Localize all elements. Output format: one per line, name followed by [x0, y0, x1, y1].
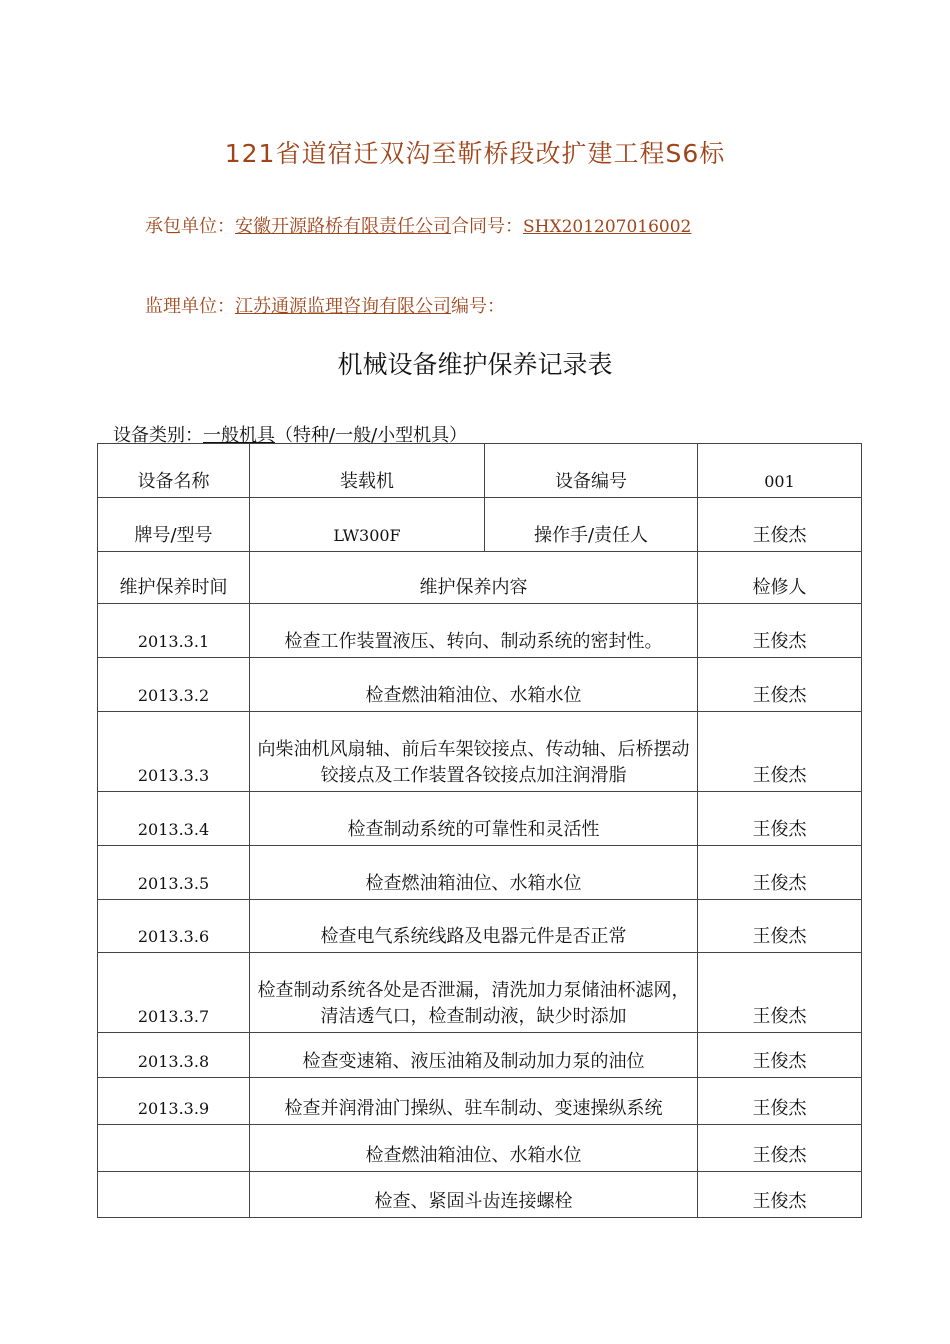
row-content: 检查燃油箱油位、水箱水位	[250, 658, 698, 712]
model-value: LW300F	[250, 498, 485, 552]
row-content: 检查燃油箱油位、水箱水位	[250, 846, 698, 900]
row-inspector: 王俊杰	[698, 1172, 862, 1218]
table-row	[98, 792, 862, 846]
row-date: 2013.3.8	[98, 1033, 250, 1078]
table-row	[98, 658, 862, 712]
row-inspector: 王俊杰	[698, 1125, 862, 1172]
contractor-label: 承包单位：	[145, 216, 235, 237]
table-row	[98, 604, 862, 658]
project-title: 121省道宿迁双沟至靳桥段改扩建工程S6标	[224, 139, 726, 168]
row-content: 检查电气系统线路及电器元件是否正常	[250, 900, 698, 953]
row-date: 2013.3.5	[98, 846, 250, 900]
table-row	[98, 846, 862, 900]
equipment-name-value: 装载机	[250, 444, 485, 498]
column-header-row	[98, 552, 862, 604]
equipment-model-row	[98, 498, 862, 552]
row-inspector: 王俊杰	[698, 846, 862, 900]
contractor-line	[145, 212, 691, 238]
row-inspector: 王俊杰	[698, 604, 862, 658]
operator-label: 操作手/责任人	[485, 498, 698, 552]
form-title: 机械设备维护保养记录表	[337, 350, 613, 379]
row-content: 检查工作装置液压、转向、制动系统的密封性。	[250, 604, 698, 658]
supervisor-label: 监理单位：	[145, 296, 235, 317]
row-inspector: 王俊杰	[698, 792, 862, 846]
category-options: （特种/一般/小型机具）	[275, 425, 468, 446]
equipment-name-row	[98, 444, 862, 498]
row-content: 检查变速箱、液压油箱及制动加力泵的油位	[250, 1033, 698, 1078]
equipment-number-label: 设备编号	[485, 444, 698, 498]
table-row	[98, 1033, 862, 1078]
row-inspector: 王俊杰	[698, 953, 862, 1033]
equipment-name-label: 设备名称	[98, 444, 250, 498]
column-header-time: 维护保养时间	[98, 552, 250, 604]
table-row	[98, 1125, 862, 1172]
contract-label: 合同号：	[451, 216, 523, 237]
number-label: 编号：	[451, 296, 505, 317]
row-content: 检查制动系统的可靠性和灵活性	[250, 792, 698, 846]
table-row	[98, 1078, 862, 1125]
row-content: 检查燃油箱油位、水箱水位	[250, 1125, 698, 1172]
row-date: 2013.3.7	[98, 953, 250, 1033]
row-inspector: 王俊杰	[698, 900, 862, 953]
row-content: 检查并润滑油门操纵、驻车制动、变速操纵系统	[250, 1078, 698, 1125]
table-row	[98, 900, 862, 953]
model-label: 牌号/型号	[98, 498, 250, 552]
supervisor-line	[145, 292, 505, 318]
table-row	[98, 953, 862, 1033]
row-inspector: 王俊杰	[698, 1033, 862, 1078]
column-header-inspector: 检修人	[698, 552, 862, 604]
category-value: 一般机具	[203, 425, 275, 446]
contract-number: SHX201207016002	[523, 217, 692, 237]
column-header-content: 维护保养内容	[250, 552, 698, 604]
table-row	[98, 712, 862, 792]
row-date	[98, 1125, 250, 1172]
row-content: 检查制动系统各处是否泄漏，清洗加力泵储油杯滤网，清洁透气口，检查制动液，缺少时添加	[250, 953, 698, 1033]
row-date: 2013.3.6	[98, 900, 250, 953]
row-date: 2013.3.1	[98, 604, 250, 658]
category-label: 设备类别：	[113, 425, 203, 446]
row-content: 向柴油机风扇轴、前后车架铰接点、传动轴、后桥摆动铰接点及工作装置各铰接点加注润滑脂	[250, 712, 698, 792]
row-date: 2013.3.3	[98, 712, 250, 792]
row-date: 2013.3.9	[98, 1078, 250, 1125]
equipment-number-value: 001	[698, 444, 862, 498]
row-inspector: 王俊杰	[698, 658, 862, 712]
supervisor-name: 江苏通源监理咨询有限公司	[235, 296, 451, 317]
maintenance-record-table	[97, 443, 862, 1218]
row-date: 2013.3.4	[98, 792, 250, 846]
row-date: 2013.3.2	[98, 658, 250, 712]
operator-value: 王俊杰	[698, 498, 862, 552]
row-content: 检查、紧固斗齿连接螺栓	[250, 1172, 698, 1218]
table-row	[98, 1172, 862, 1218]
row-inspector: 王俊杰	[698, 712, 862, 792]
contractor-name: 安徽开源路桥有限责任公司	[235, 216, 451, 237]
row-date	[98, 1172, 250, 1218]
row-inspector: 王俊杰	[698, 1078, 862, 1125]
